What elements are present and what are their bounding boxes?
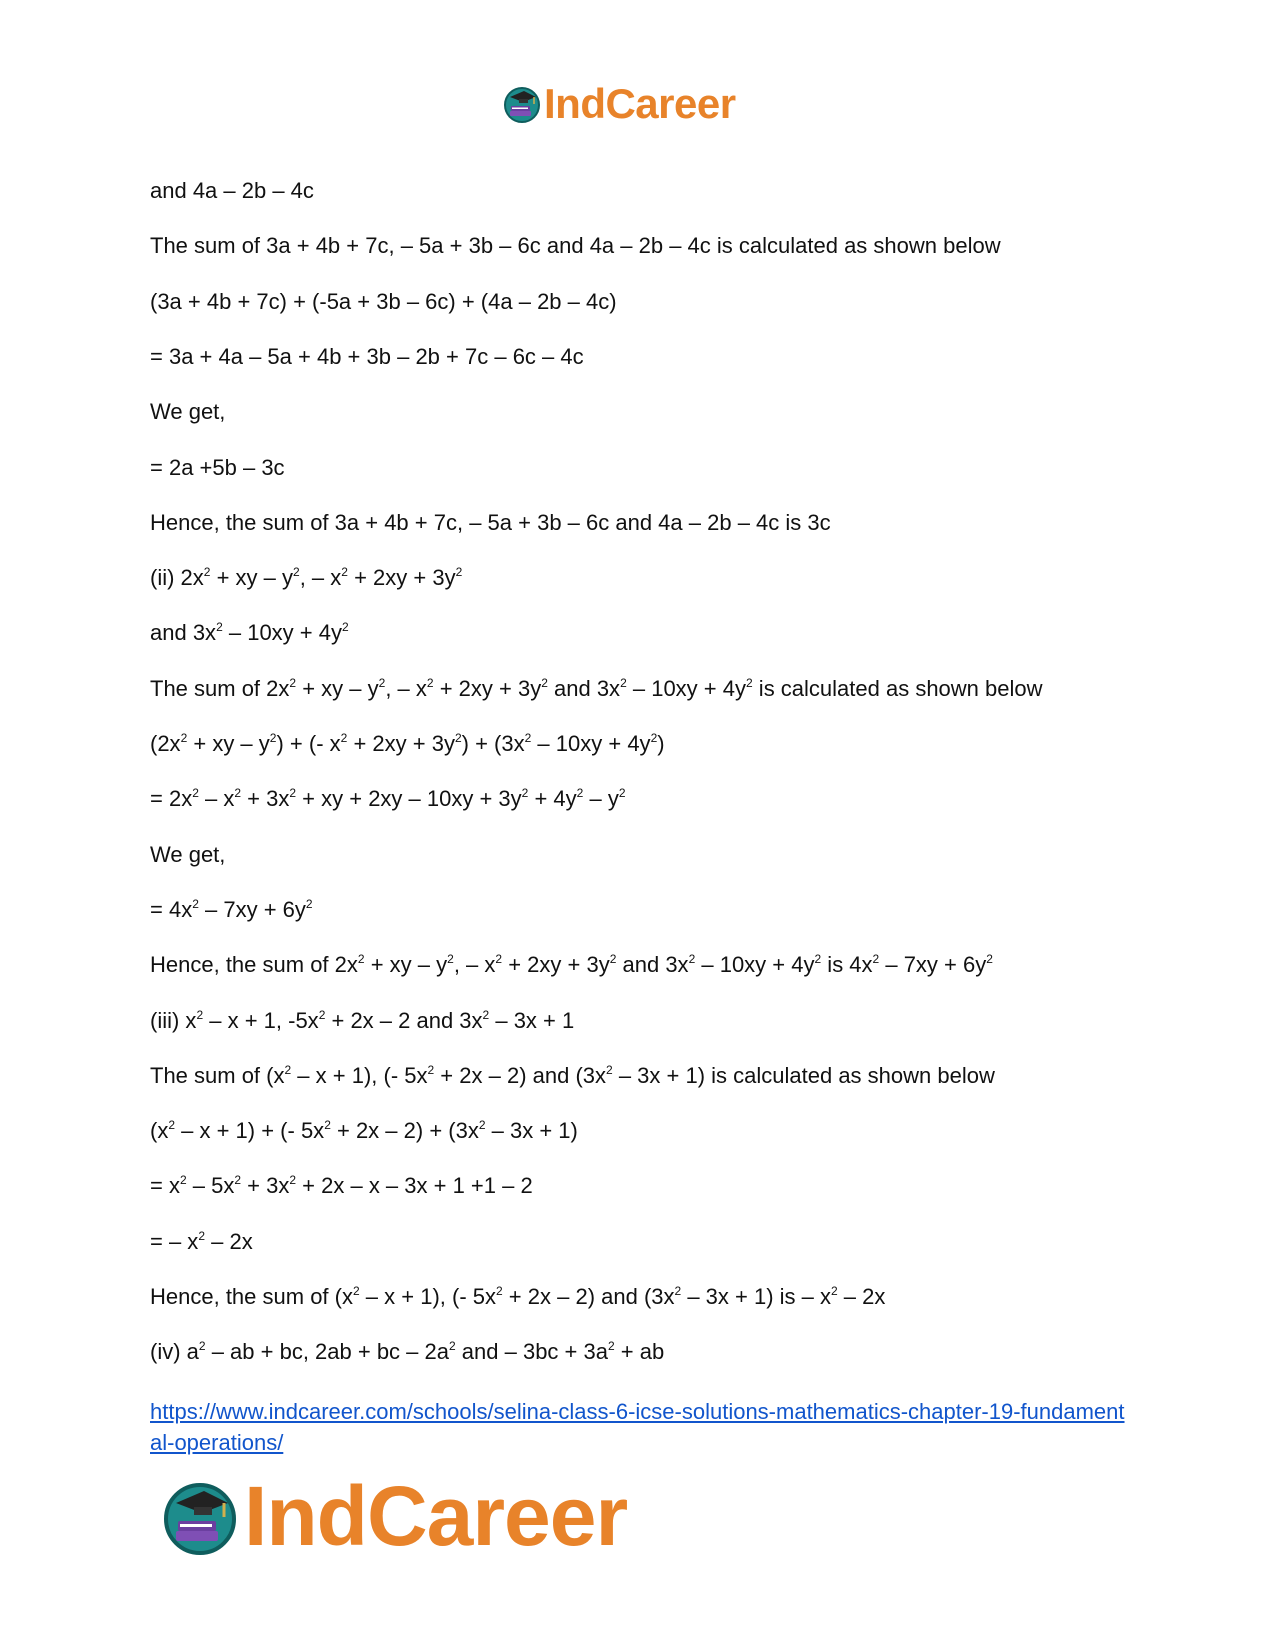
text-line bbox=[150, 289, 617, 315]
text-run: We get, bbox=[150, 399, 226, 424]
text-run: – 10xy + 4y bbox=[222, 620, 342, 645]
superscript: 2 bbox=[324, 1118, 331, 1132]
brand-name: IndCareer bbox=[244, 1469, 628, 1563]
superscript: 2 bbox=[495, 952, 503, 966]
text-run: – 10xy + 4y bbox=[695, 952, 815, 977]
text-run: = 3a + 4a – 5a + 4b + 3b – 2b + 7c – 6c – 4c bbox=[150, 344, 584, 369]
text-run: – 3x + 1) bbox=[485, 1118, 578, 1143]
text-run: – 7xy + 6y bbox=[198, 897, 306, 922]
text-run: = 2x bbox=[150, 786, 193, 811]
superscript: 2 bbox=[284, 1063, 292, 1077]
superscript: 2 bbox=[293, 565, 300, 579]
text-run: – y bbox=[583, 786, 619, 811]
superscript: 2 bbox=[872, 952, 880, 966]
text-run: = x bbox=[150, 1173, 180, 1198]
text-run: Hence, the sum of 3a + 4b + 7c, – 5a + 3b – 6c and 4a – 2b – 4c is 3c bbox=[150, 510, 831, 535]
superscript: 2 bbox=[449, 1339, 456, 1353]
text-line bbox=[150, 1339, 664, 1365]
text-run: – x + 1, -5x bbox=[203, 1008, 319, 1033]
text-line bbox=[150, 952, 993, 978]
superscript: 2 bbox=[234, 786, 242, 800]
superscript: 2 bbox=[478, 1118, 486, 1132]
superscript: 2 bbox=[192, 786, 199, 800]
text-line bbox=[150, 455, 285, 481]
text-run: + xy – y bbox=[187, 731, 270, 756]
superscript: 2 bbox=[289, 676, 297, 690]
text-run: – 3x + 1) is calculated as shown below bbox=[612, 1063, 995, 1088]
text-run: + 2xy + 3y bbox=[347, 565, 456, 590]
text-run: + 2xy + 3y bbox=[347, 731, 455, 756]
text-run: Hence, the sum of (x bbox=[150, 1284, 353, 1309]
text-run: + 2x – 2) + (3x bbox=[330, 1118, 479, 1143]
header-logo bbox=[502, 80, 736, 128]
text-line bbox=[150, 1173, 533, 1199]
text-run: ) + (- x bbox=[276, 731, 341, 756]
text-run: – x bbox=[198, 786, 235, 811]
text-run: + 4y bbox=[528, 786, 577, 811]
superscript: 2 bbox=[192, 897, 199, 911]
superscript: 2 bbox=[340, 731, 348, 745]
superscript: 2 bbox=[427, 1063, 435, 1077]
text-line bbox=[150, 178, 314, 204]
text-line bbox=[150, 620, 349, 646]
text-line bbox=[150, 786, 626, 812]
text-run: Hence, the sum of 2x bbox=[150, 952, 358, 977]
text-run: is 4x bbox=[821, 952, 873, 977]
superscript: 2 bbox=[196, 1008, 204, 1022]
text-run: (3a + 4b + 7c) + (-5a + 3b – 6c) + (4a – 2b – 4c) bbox=[150, 289, 617, 314]
text-run: – 3x + 1) is – x bbox=[681, 1284, 831, 1309]
text-run: and 4a – 2b – 4c bbox=[150, 178, 314, 203]
text-run: + xy – y bbox=[296, 676, 379, 701]
text-run: – ab + bc, 2ab + bc – 2a bbox=[205, 1339, 449, 1364]
text-run: – x + 1), (- 5x bbox=[359, 1284, 496, 1309]
text-run: + xy – y bbox=[210, 565, 294, 590]
text-run: , – x bbox=[385, 676, 427, 701]
superscript: 2 bbox=[198, 1229, 205, 1243]
text-line bbox=[150, 1229, 253, 1255]
text-run: – x + 1), (- 5x bbox=[291, 1063, 428, 1088]
superscript: 2 bbox=[455, 565, 463, 579]
superscript: 2 bbox=[216, 620, 223, 634]
text-run: + 2x – 2 and 3x bbox=[325, 1008, 483, 1033]
text-line bbox=[150, 565, 462, 591]
text-run: (iii) x bbox=[150, 1008, 197, 1033]
superscript: 2 bbox=[180, 731, 188, 745]
text-run: + 2xy + 3y bbox=[433, 676, 542, 701]
text-run: – 2x bbox=[205, 1229, 253, 1254]
superscript: 2 bbox=[378, 676, 386, 690]
superscript: 2 bbox=[269, 731, 277, 745]
text-run: , – x bbox=[453, 952, 496, 977]
superscript: 2 bbox=[541, 676, 548, 690]
text-run: + 3x bbox=[241, 1173, 290, 1198]
text-line bbox=[150, 233, 1001, 259]
graduation-globe-icon bbox=[502, 84, 542, 124]
superscript: 2 bbox=[607, 1339, 615, 1353]
text-line bbox=[150, 1284, 885, 1310]
superscript: 2 bbox=[341, 565, 348, 579]
text-run: = 4x bbox=[150, 897, 193, 922]
superscript: 2 bbox=[496, 1284, 503, 1298]
text-run: ) bbox=[657, 731, 665, 756]
text-run: ) + (3x bbox=[461, 731, 525, 756]
text-run: = – x bbox=[150, 1229, 199, 1254]
text-run: (x bbox=[150, 1118, 169, 1143]
text-run: and – 3bc + 3a bbox=[455, 1339, 608, 1364]
text-run: + 2x – 2) and (3x bbox=[502, 1284, 675, 1309]
text-run: The sum of 3a + 4b + 7c, – 5a + 3b – 6c and 4a – 2b – 4c is calculated as shown below bbox=[150, 233, 1001, 258]
superscript: 2 bbox=[674, 1284, 682, 1298]
text-run: – 5x bbox=[186, 1173, 235, 1198]
text-run: – 10xy + 4y bbox=[531, 731, 651, 756]
text-line bbox=[150, 344, 584, 370]
text-run: + 2x – x – 3x + 1 +1 – 2 bbox=[296, 1173, 533, 1198]
graduation-globe-icon bbox=[160, 1477, 240, 1557]
superscript: 2 bbox=[352, 1284, 360, 1298]
text-line bbox=[150, 399, 225, 425]
text-line bbox=[150, 731, 665, 757]
superscript: 2 bbox=[618, 786, 626, 800]
footer-logo bbox=[160, 1468, 627, 1565]
superscript: 2 bbox=[289, 1173, 297, 1187]
superscript: 2 bbox=[606, 1063, 613, 1077]
superscript: 2 bbox=[198, 1339, 206, 1353]
superscript: 2 bbox=[524, 731, 532, 745]
superscript: 2 bbox=[342, 620, 349, 634]
text-run: (ii) 2x bbox=[150, 565, 204, 590]
text-line bbox=[150, 676, 1043, 702]
superscript: 2 bbox=[650, 731, 658, 745]
text-run: – 10xy + 4y bbox=[626, 676, 746, 701]
text-run: , – x bbox=[299, 565, 342, 590]
superscript: 2 bbox=[447, 952, 454, 966]
superscript: 2 bbox=[814, 952, 822, 966]
text-run: The sum of (x bbox=[150, 1063, 285, 1088]
superscript: 2 bbox=[831, 1284, 838, 1298]
text-run: – 2x bbox=[837, 1284, 886, 1309]
superscript: 2 bbox=[688, 952, 696, 966]
superscript: 2 bbox=[454, 731, 462, 745]
superscript: 2 bbox=[179, 1173, 187, 1187]
text-run: + ab bbox=[614, 1339, 665, 1364]
superscript: 2 bbox=[305, 897, 313, 911]
text-run: and 3x bbox=[616, 952, 689, 977]
superscript: 2 bbox=[426, 676, 434, 690]
text-run: + 2x – 2) and (3x bbox=[434, 1063, 607, 1088]
text-run: and 3x bbox=[150, 620, 217, 645]
source-link[interactable]: https://www.indcareer.com/schools/selina-class-6-icse-solutions-mathematics-chapter-19-fundamental-operations/ bbox=[150, 1399, 1125, 1455]
superscript: 2 bbox=[482, 1008, 490, 1022]
text-run: (2x bbox=[150, 731, 181, 756]
text-run: The sum of 2x bbox=[150, 676, 290, 701]
superscript: 2 bbox=[203, 565, 211, 579]
text-run: is calculated as shown below bbox=[752, 676, 1043, 701]
text-line bbox=[150, 1008, 574, 1034]
superscript: 2 bbox=[620, 676, 627, 690]
superscript: 2 bbox=[521, 786, 529, 800]
text-run: We get, bbox=[150, 842, 226, 867]
text-run: (iv) a bbox=[150, 1339, 199, 1364]
superscript: 2 bbox=[168, 1118, 176, 1132]
text-run: – 3x + 1 bbox=[489, 1008, 575, 1033]
superscript: 2 bbox=[746, 676, 753, 690]
text-line bbox=[150, 510, 831, 536]
superscript: 2 bbox=[289, 786, 297, 800]
superscript: 2 bbox=[576, 786, 584, 800]
superscript: 2 bbox=[609, 952, 617, 966]
superscript: 2 bbox=[318, 1008, 326, 1022]
text-line bbox=[150, 842, 225, 868]
brand-name: IndCareer bbox=[544, 80, 736, 127]
text-run: and 3x bbox=[547, 676, 621, 701]
text-run: – x + 1) + (- 5x bbox=[175, 1118, 325, 1143]
superscript: 2 bbox=[234, 1173, 242, 1187]
superscript: 2 bbox=[357, 952, 365, 966]
text-run: + 2xy + 3y bbox=[502, 952, 610, 977]
text-run: + xy + 2xy – 10xy + 3y bbox=[296, 786, 522, 811]
text-run: + xy – y bbox=[364, 952, 448, 977]
text-line bbox=[150, 1063, 995, 1089]
text-run: – 7xy + 6y bbox=[879, 952, 987, 977]
text-run: = 2a +5b – 3c bbox=[150, 455, 285, 480]
text-run: + 3x bbox=[241, 786, 290, 811]
superscript: 2 bbox=[986, 952, 993, 966]
text-line bbox=[150, 897, 313, 923]
text-line bbox=[150, 1118, 578, 1144]
